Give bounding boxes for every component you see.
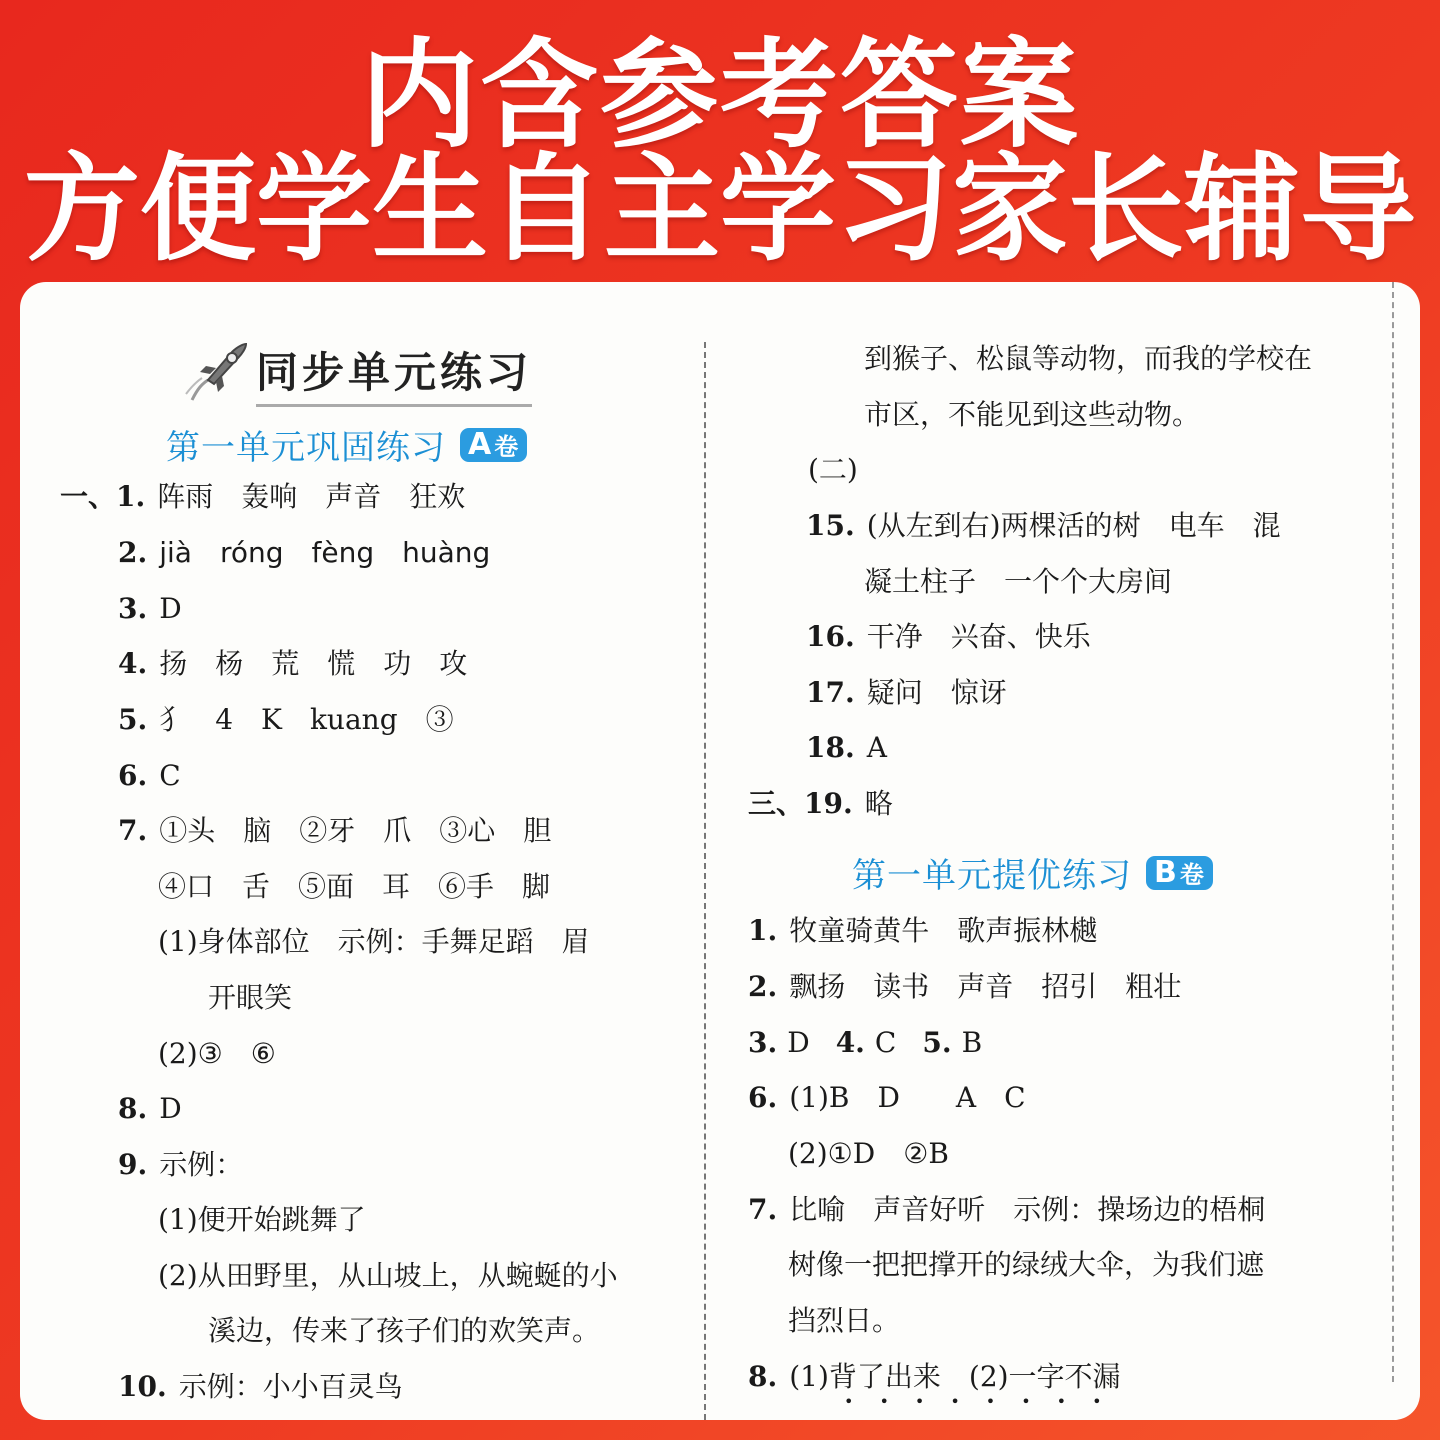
right-cont-1: 到猴子、松鼠等动物，而我的学校在 — [864, 342, 1313, 375]
unit-b-badge-suffix: 卷 — [1179, 861, 1205, 889]
right-b7: 7. 比喻 声音好听 示例：操场边的梧桐 — [748, 1193, 1266, 1226]
unit-a-badge — [460, 428, 527, 462]
right-b8: 8. (1)背了出来 (2)一字不漏 — [748, 1360, 1121, 1393]
right-subpart-2: (二) — [808, 453, 858, 486]
right-b7-line2: 树像一把把撑开的绿绒大伞，为我们遮 — [788, 1248, 1265, 1281]
right-b2: 2. 飘扬 读书 声音 招引 粗壮 — [748, 970, 1182, 1003]
right-b6-line2: (2)①D ②B — [788, 1137, 949, 1170]
right-b6: 6. (1)B D A C — [748, 1081, 1026, 1114]
left-q4: 4. 扬 杨 荒 慌 功 攻 — [118, 647, 468, 680]
section-title — [180, 338, 532, 408]
unit-b-badge — [1146, 856, 1213, 890]
left-q7-line5: (2)③ ⑥ — [158, 1037, 276, 1070]
right-q18: 18. A — [806, 731, 887, 764]
left-q7-line2: ④口 舌 ⑤面 耳 ⑥手 脚 — [158, 870, 551, 903]
right-b1: 1. 牧童骑黄牛 歌声振林樾 — [748, 914, 1098, 947]
right-q15-line2: 凝土柱子 一个个大房间 — [864, 565, 1173, 598]
left-q7-line4: 开眼笑 — [208, 981, 293, 1014]
left-q9-line2: (2)从田野里，从山坡上，从蜿蜒的小 — [158, 1259, 618, 1292]
unit-b-title-text: 第一单元提优练习 — [852, 856, 1132, 896]
unit-b-badge-letter: B — [1154, 855, 1178, 890]
left-q5: 5. 犭 4 K kuang ③ — [118, 703, 454, 736]
right-q15: 15. (从左到右)两棵活的树 电车 混 — [806, 509, 1281, 542]
right-b8-emphasis-dots: •••••••• — [844, 1392, 1128, 1411]
column-divider — [704, 342, 706, 1420]
right-b7-line3: 挡烈日。 — [788, 1304, 901, 1337]
left-q2: 2. jià róng fèng huàng — [118, 536, 491, 569]
left-q9-line1: (1)便开始跳舞了 — [158, 1203, 366, 1236]
left-q9: 9. 示例： — [118, 1148, 244, 1181]
section-title-text: 同步单元练习 — [256, 340, 532, 407]
banner-line-2: 方便学生自主学习家长辅导 — [24, 142, 1416, 277]
right-cont-2: 市区，不能见到这些动物。 — [864, 398, 1201, 431]
answer-page-card — [20, 282, 1420, 1420]
unit-a-title-text: 第一单元巩固练习 — [166, 428, 446, 468]
page-edge-line — [1392, 282, 1394, 1382]
right-q19: 三、19. 略 — [748, 787, 893, 820]
unit-a-badge-letter: A — [468, 427, 493, 462]
right-q17: 17. 疑问 惊讶 — [806, 676, 1007, 709]
left-q8: 8. D — [118, 1092, 182, 1125]
left-q7-line3: (1)身体部位 示例：手舞足蹈 眉 — [158, 925, 590, 958]
left-q3: 3. D — [118, 592, 182, 625]
banner-line-1: 内含参考答案 — [359, 26, 1080, 164]
right-b3-b5: 3. D 4. C 5. B — [748, 1026, 983, 1059]
left-q7: 7. ①头 脑 ②牙 爪 ③心 胆 — [118, 814, 552, 847]
left-q9-line3: 溪边，传来了孩子们的欢笑声。 — [208, 1314, 601, 1347]
left-q1: 一、1. 阵雨 轰响 声音 狂欢 — [60, 480, 466, 513]
right-q16: 16. 干净 兴奋、快乐 — [806, 620, 1091, 653]
left-q10: 10. 示例：小小百灵鸟 — [118, 1370, 403, 1403]
unit-a-badge-suffix: 卷 — [494, 433, 520, 461]
unit-b-title — [852, 848, 1213, 897]
unit-a-title — [166, 420, 527, 469]
rocket-icon — [180, 338, 250, 408]
left-q6: 6. C — [118, 759, 181, 792]
